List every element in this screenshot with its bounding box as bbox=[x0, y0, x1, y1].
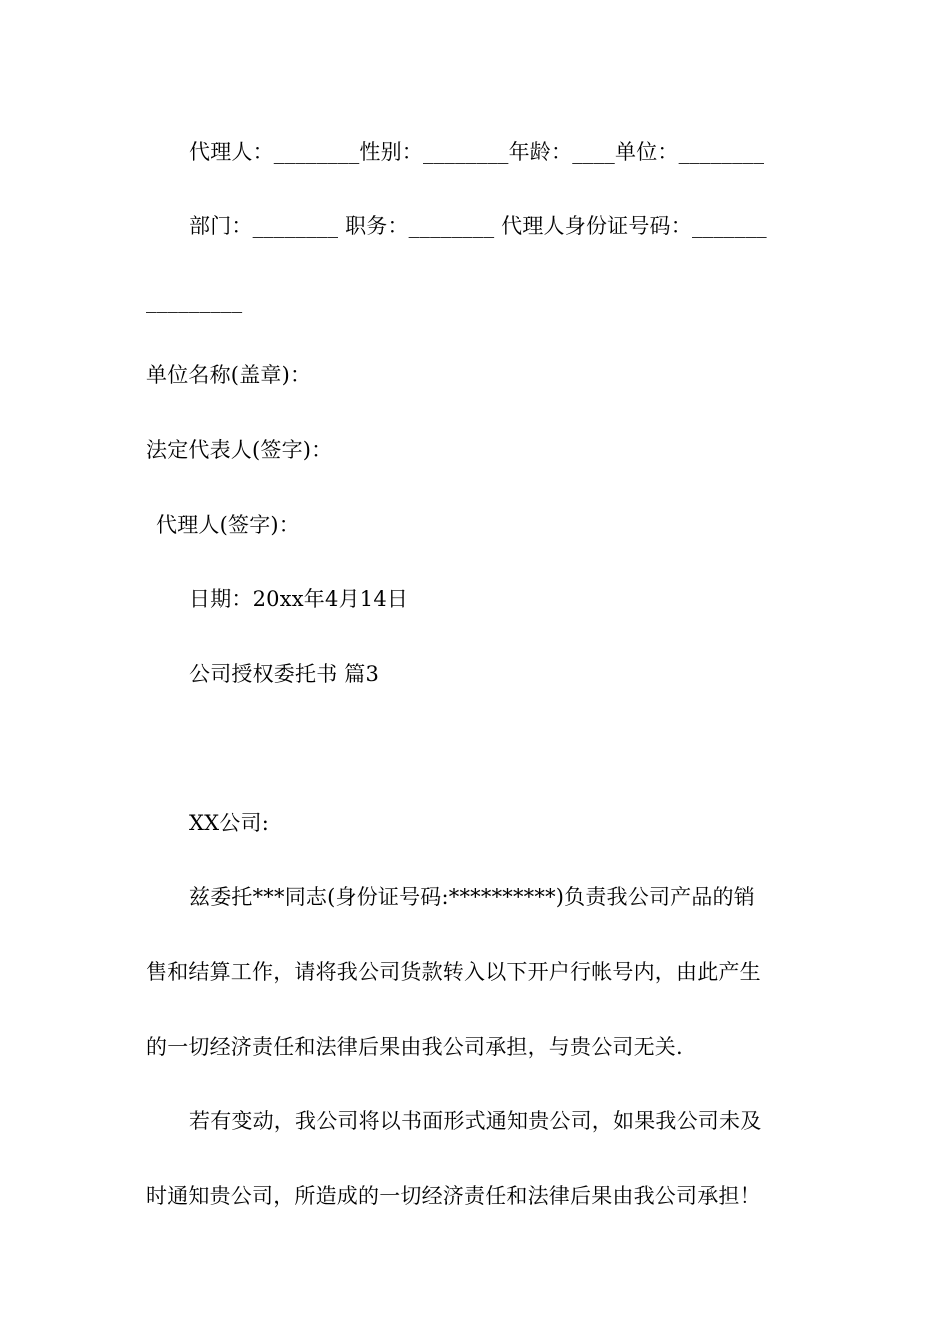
paragraph-1-line-3: 的一切经济责任和法律后果由我公司承担，与贵公司无关. bbox=[146, 1035, 683, 1059]
section-title: 公司授权委托书 篇3 bbox=[189, 662, 380, 686]
department-line: 部门：________ 职务：________ 代理人身份证号码：_______ bbox=[189, 214, 767, 238]
legal-rep-signature: 法定代表人(签字)： bbox=[146, 438, 333, 462]
date-line: 日期：20xx年4月14日 bbox=[189, 587, 409, 611]
agent-signature: 代理人(签字)： bbox=[156, 513, 300, 537]
agent-info-line: 代理人：________性别：________年龄：____单位：________ bbox=[189, 140, 765, 164]
addressee: XX公司: bbox=[189, 811, 269, 835]
paragraph-2-line-2: 时通知贵公司，所造成的一切经济责任和法律后果由我公司承担！ bbox=[146, 1184, 761, 1208]
id-number-blank: _________ bbox=[146, 289, 243, 313]
paragraph-2-line-1: 若有变动，我公司将以书面形式通知贵公司，如果我公司未及 bbox=[189, 1109, 762, 1133]
paragraph-1-line-2: 售和结算工作，请将我公司货款转入以下开户行帐号内，由此产生 bbox=[146, 960, 761, 984]
paragraph-1-line-1: 兹委托***同志(身份证号码:**********)负责我公司产品的销 bbox=[189, 885, 755, 909]
company-seal-line: 单位名称(盖章)： bbox=[146, 363, 312, 387]
